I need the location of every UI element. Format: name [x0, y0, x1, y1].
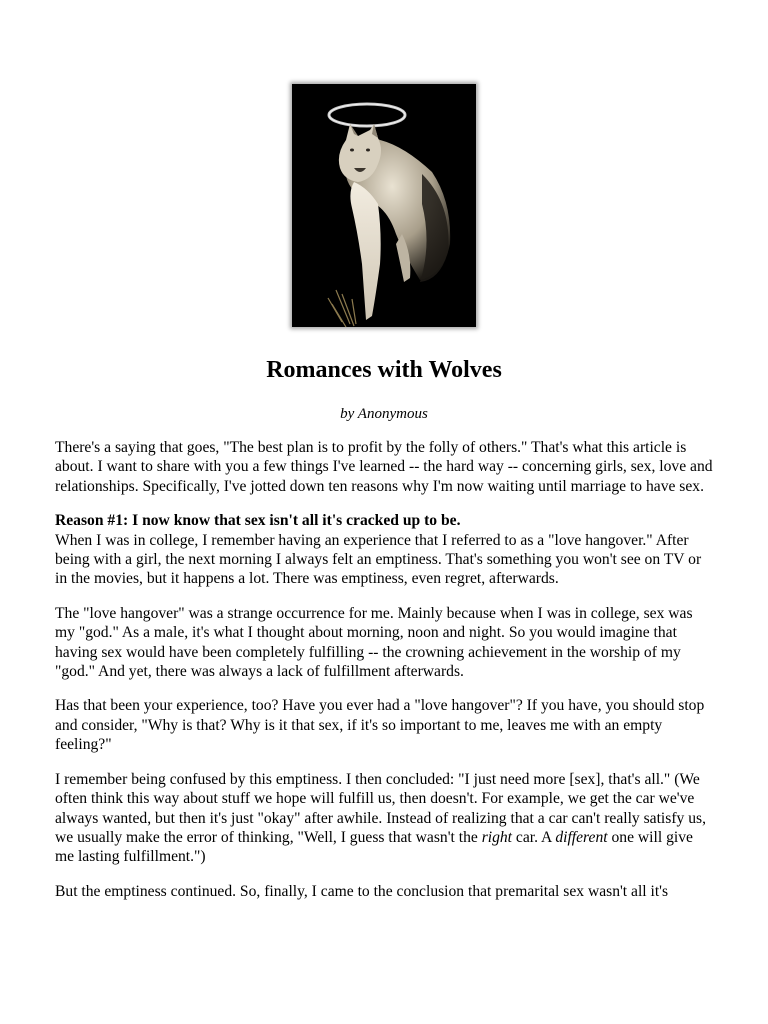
- article-title: Romances with Wolves: [266, 357, 502, 383]
- reason-1-paragraph: When I was in college, I remember having an experience that I referred to as a "love hangover." After being with a girl, the next morning I always felt an emptiness. That's something you won't see on TV or in the movies, but it happens a lot. There was emptiness, even regret, afterwards.: [55, 531, 702, 588]
- conclusion-paragraph: But the emptiness continued. So, finally, I came to the conclusion that premarital sex wasn't all it's: [55, 882, 669, 900]
- article-byline: by Anonymous: [340, 406, 428, 422]
- love-hangover-paragraph: The "love hangover" was a strange occurrence for me. Mainly because when I was in college, sex was my "god." As a male, it's what I thought about morning, noon and night. So you would imagine that having sex would have been completely fulfilling -- the crowning achievement in the worship of my "god." And yet, there was always a lack of fulfillment afterwards.: [55, 604, 693, 681]
- confusion-text-part3: one will give me lasting fulfillment."): [55, 828, 693, 866]
- experience-paragraph: Has that been your experience, too? Have you ever had a "love hangover"? If you have, you should stop and consider, "Why is that? Why is it that sex, if it's so important to me, leaves me with an empty feeling?": [55, 697, 705, 754]
- confusion-emphasis-right: right: [481, 828, 513, 846]
- reason-1-heading: Reason #1: I now know that sex isn't all it's cracked up to be.: [55, 512, 461, 530]
- confusion-paragraph: [55, 770, 715, 867]
- reason-1-section: [55, 511, 715, 589]
- confusion-text-part2: car. A: [512, 828, 556, 846]
- confusion-text-part1: I remember being confused by this emptiness. I then concluded: "I just need more [sex], that's all." (We often think this way about stuff we hope will fulfill us, then doesn't. For example, we get the car we've always wanted, but then it's just "okay" after awhile. Instead of realizing that a car can't really satisfy us, we usually make the error of thinking, "Well, I guess that wasn't the: [55, 770, 706, 846]
- angel-wolf-image: [292, 84, 476, 327]
- confusion-emphasis-different: different: [555, 828, 608, 846]
- intro-paragraph: There's a saying that goes, "The best plan is to profit by the folly of others." That's what this article is about. I want to share with you a few things I've learned -- the hard way -- concerning girls, sex, love and relationships. Specifically, I've jotted down ten reasons why I'm now waiting until marriage to have sex.: [55, 439, 713, 495]
- article-body: [55, 438, 715, 916]
